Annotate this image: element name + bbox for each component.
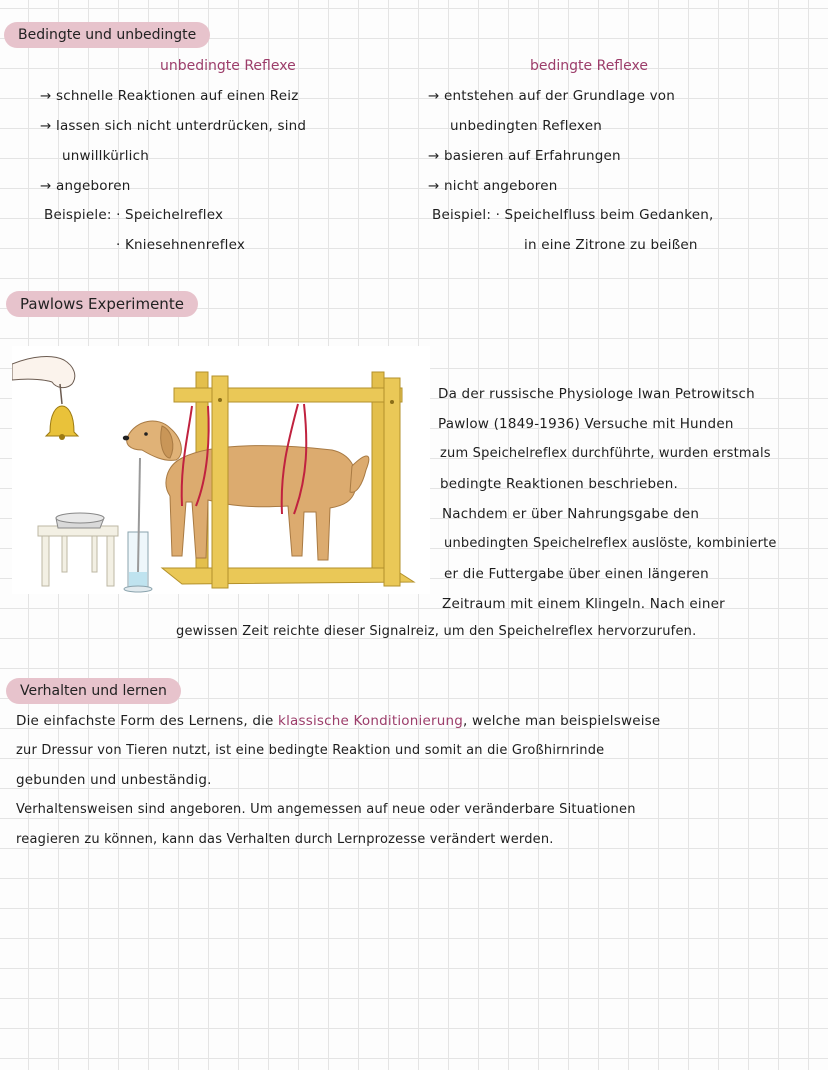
pawlow-line-1: Da der russische Physiologe Iwan Petrowitsch — [438, 386, 755, 402]
pawlow-line-8: Zeitraum mit einem Klingeln. Nach einer — [442, 596, 725, 612]
unbedingt-line-2: → lassen sich nicht unterdrücken, sind — [40, 118, 307, 134]
unbedingt-title: unbedingte Reflexe — [160, 58, 296, 74]
section-header-reflexe: Bedingte und unbedingte — [4, 22, 210, 48]
bedingt-line-3: → basieren auf Erfahrungen — [428, 148, 621, 164]
pawlow-line-5: Nachdem er über Nahrungsgabe den — [442, 506, 700, 522]
lernen-line-1-pre: Die einfachste Form des Lernens, die — [16, 713, 279, 729]
unbedingt-line-1: → schnelle Reaktionen auf einen Reiz — [40, 88, 299, 104]
bedingt-line-6: in eine Zitrone zu beißen — [524, 237, 698, 253]
lernen-line-4: Verhaltensweisen sind angeboren. Um angemessen auf neue oder veränderbare Situationen — [16, 802, 636, 817]
bedingt-line-5: Beispiel: · Speichelfluss beim Gedanken, — [432, 207, 714, 223]
bedingt-line-1: → entstehen auf der Grundlage von — [428, 88, 675, 104]
bell-icon — [46, 406, 78, 436]
bedingt-line-2: unbedingten Reflexen — [450, 118, 602, 134]
hand-icon — [12, 357, 75, 388]
lernen-line-1 — [16, 713, 660, 729]
pawlow-line-3: zum Speichelreflex durchführte, wurden erstmals — [440, 446, 771, 461]
bedingt-title: bedingte Reflexe — [530, 58, 648, 74]
bedingt-line-4: → nicht angeboren — [428, 178, 558, 194]
pawlow-line-7: er die Futtergabe über einen längeren — [444, 566, 709, 582]
wooden-frame — [174, 388, 402, 402]
klassische-konditionierung-term: klassische Konditionierung — [278, 713, 463, 729]
pawlow-line-6: unbedingten Speichelreflex auslöste, kombinierte — [444, 536, 777, 551]
section-header-lernen: Verhalten und lernen — [6, 678, 181, 704]
section-header-pawlow: Pawlows Experimente — [6, 291, 198, 317]
pawlow-illustration — [12, 346, 430, 594]
pawlow-line-2: Pawlow (1849-1936) Versuche mit Hunden — [438, 416, 734, 432]
pawlow-line-9: gewissen Zeit reichte dieser Signalreiz, um den Speichelreflex hervorzurufen. — [176, 624, 697, 639]
dog-illustration — [123, 421, 369, 560]
unbedingt-line-6: · Kniesehnenreflex — [116, 237, 246, 253]
pawlow-line-4: bedingte Reaktionen beschrieben. — [440, 476, 679, 492]
lernen-line-2: zur Dressur von Tieren nutzt, ist eine bedingte Reaktion und somit an die Großhirnrinde — [16, 743, 605, 758]
unbedingt-line-5: Beispiele: · Speichelreflex — [44, 207, 224, 223]
unbedingt-line-3: unwillkürlich — [62, 148, 149, 164]
lernen-line-5: reagieren zu können, kann das Verhalten durch Lernprozesse verändert werden. — [16, 832, 554, 847]
unbedingt-line-4: → angeboren — [40, 178, 131, 194]
lernen-line-1-post: , welche man beispielsweise — [462, 713, 661, 729]
lernen-line-3: gebunden und unbeständig. — [16, 772, 212, 788]
